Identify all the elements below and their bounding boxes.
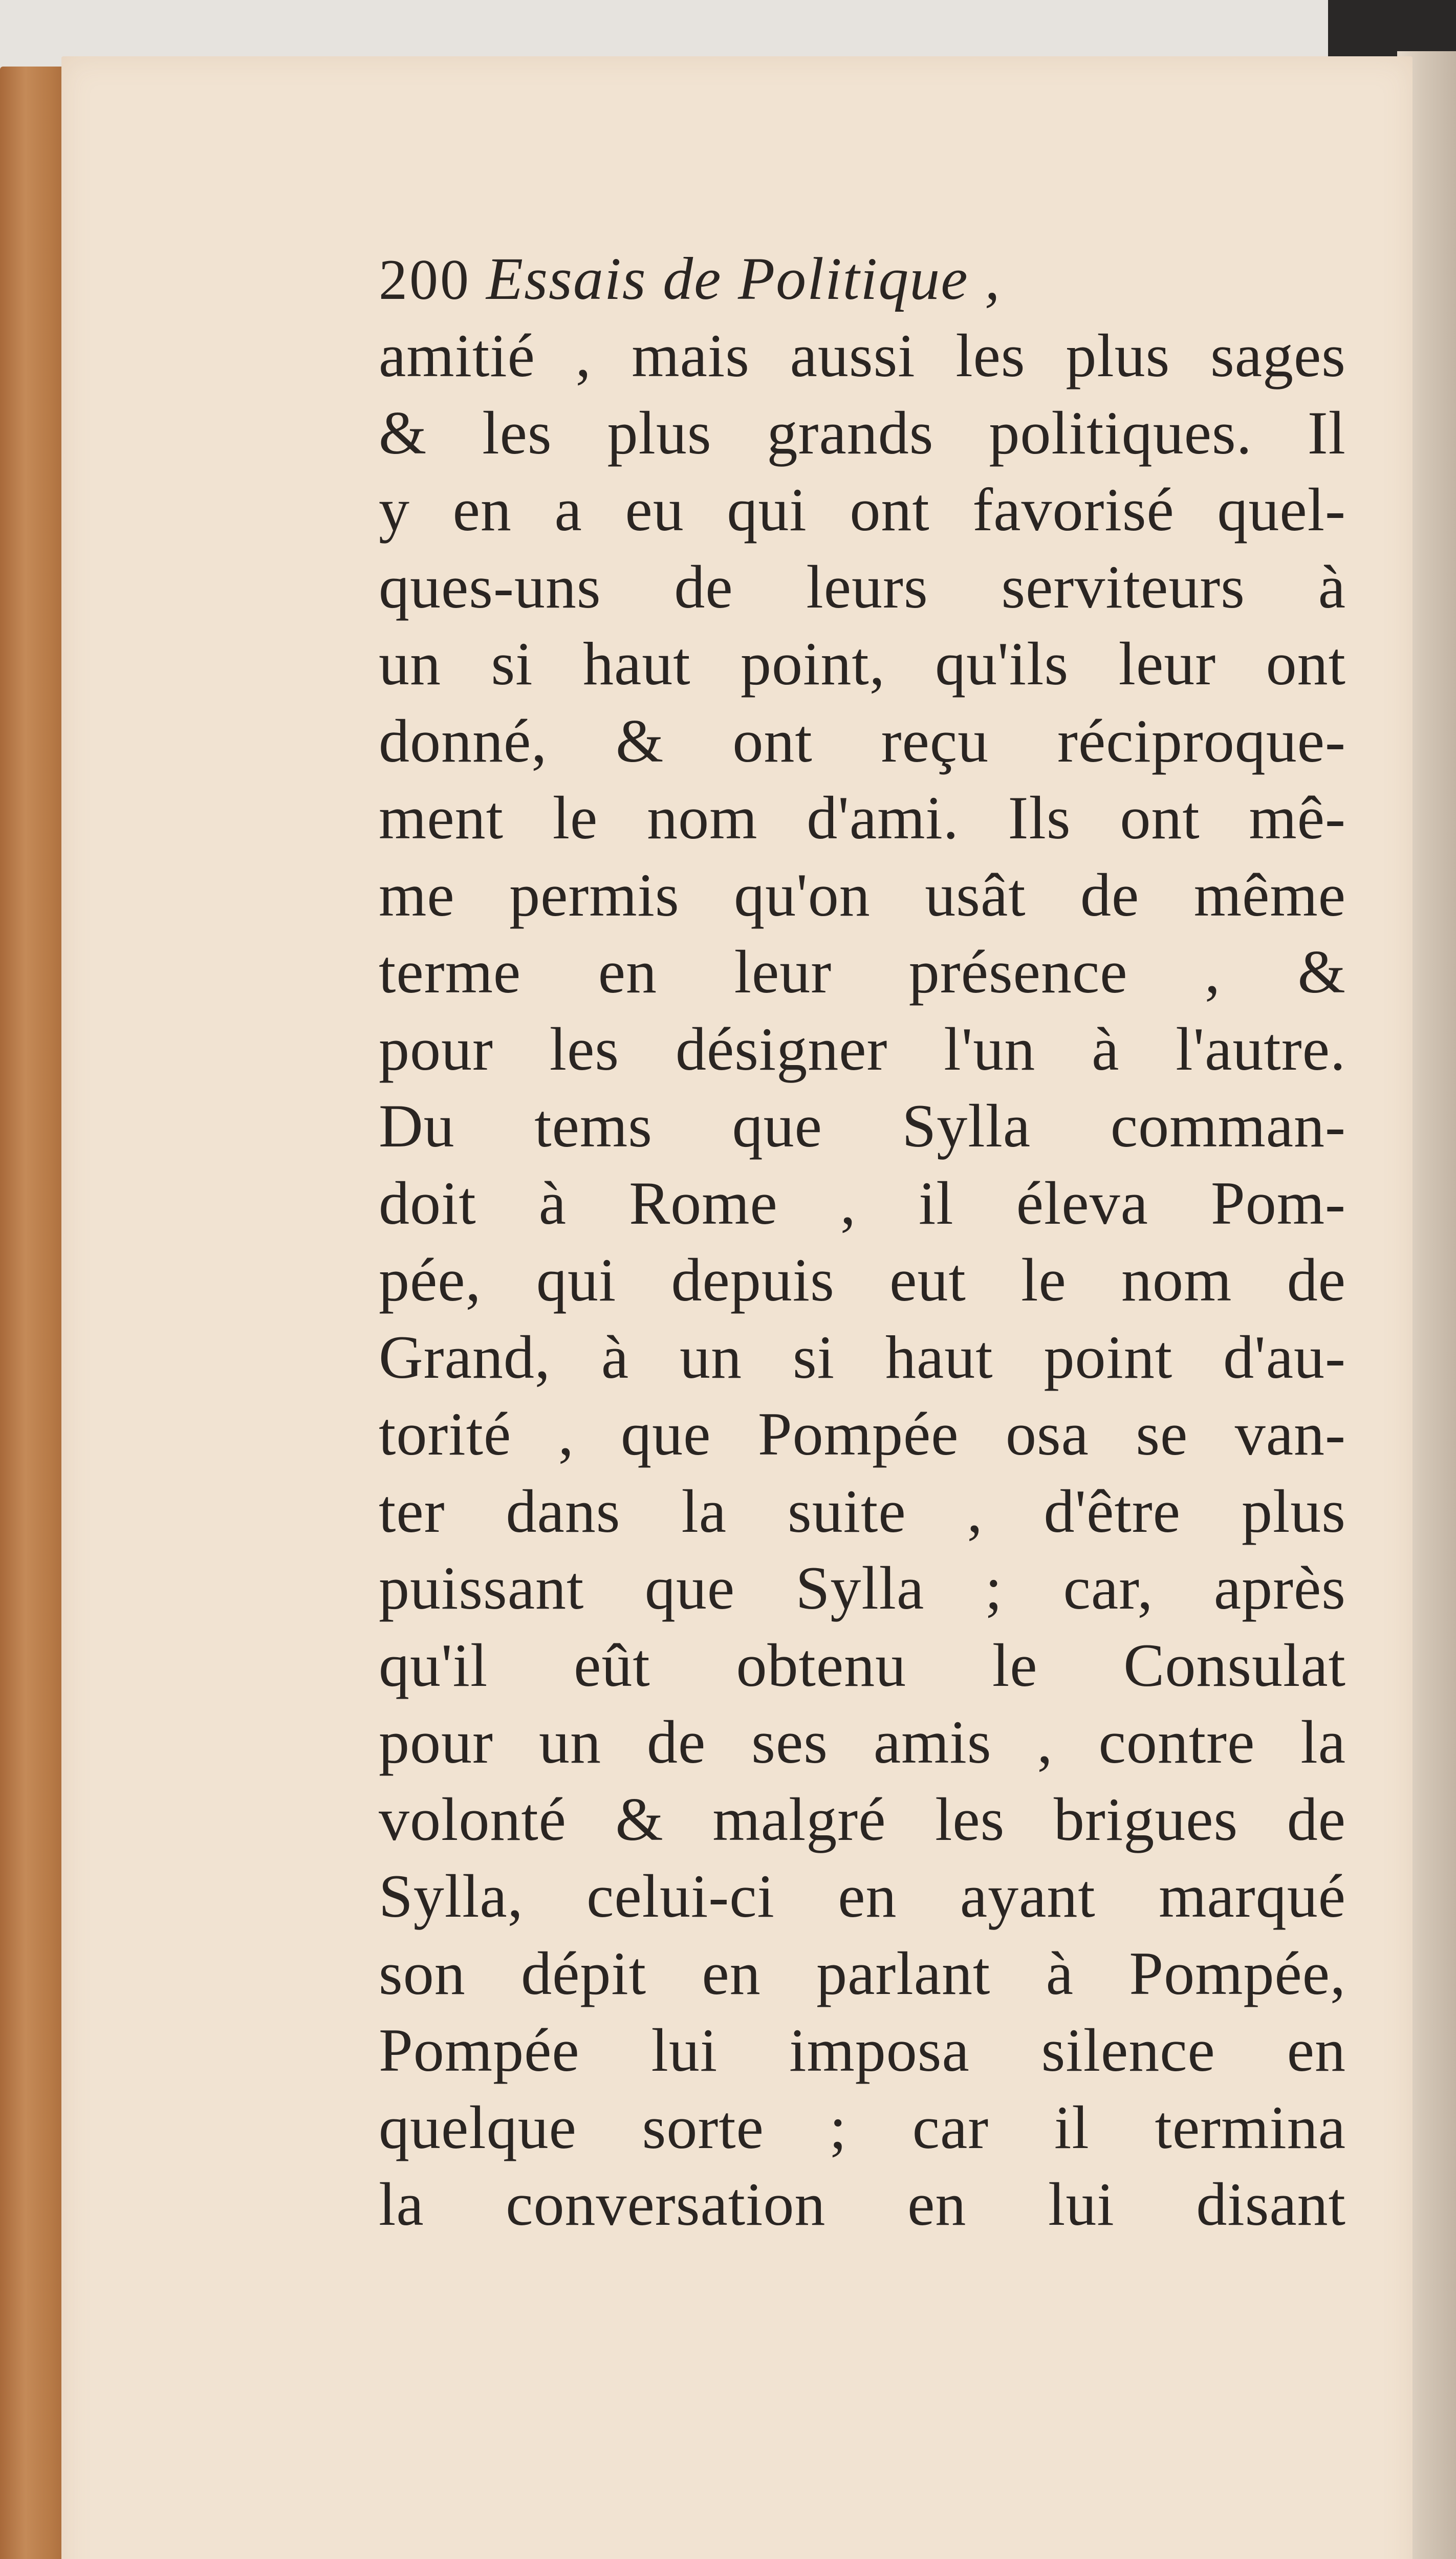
text-line: quelque sorte ; car il termina [379,2093,1346,2161]
text-line: amitié , mais aussi les plus sages [379,321,1346,389]
text-line: Pompée lui imposa silence en [379,2016,1346,2084]
text-line: ment le nom d'ami. Ils ont mê- [379,784,1346,852]
binding-top [1328,0,1456,56]
text-line: son dépit en parlant à Pompée, [379,1939,1346,2007]
text-line: ter dans la suite , d'être plus [379,1477,1346,1545]
running-title: Essais de Politique , [486,245,1001,312]
text-line: donné, & ont reçu réciproque- [379,706,1346,775]
text-line: Grand, à un si haut point d'au- [379,1322,1346,1391]
text-line: pée, qui depuis eut le nom de [379,1246,1346,1314]
text-line: doit à Rome , il éleva Pom- [379,1168,1346,1237]
body-text [379,317,1346,2243]
text-line: qu'il eût obtenu le Consulat [379,1631,1346,1699]
page-number: 200 [379,248,471,312]
text-line: terme en leur présence , & [379,938,1346,1006]
text-line: y en a eu qui ont favorisé quel- [379,475,1346,544]
text-line: ques-uns de leurs serviteurs à [379,552,1346,621]
text-line: pour les désigner l'un à l'autre. [379,1014,1346,1083]
text-line: pour un de ses amis , contre la [379,1708,1346,1776]
text-line: volonté & malgré les brigues de [379,1785,1346,1853]
text-line: Sylla, celui-ci en ayant marqué [379,1862,1346,1930]
text-line: un si haut point, qu'ils leur ont [379,630,1346,698]
page-text-block [379,241,1346,2243]
text-line: puissant que Sylla ; car, après [379,1554,1346,1622]
text-line: & les plus grands politiques. Il [379,398,1346,467]
text-line: me permis qu'on usât de même [379,860,1346,929]
page-header [379,241,1346,317]
text-line: la conversation en lui disant [379,2170,1346,2238]
text-line: Du tems que Sylla comman- [379,1092,1346,1160]
text-line: torité , que Pompée osa se van- [379,1400,1346,1468]
